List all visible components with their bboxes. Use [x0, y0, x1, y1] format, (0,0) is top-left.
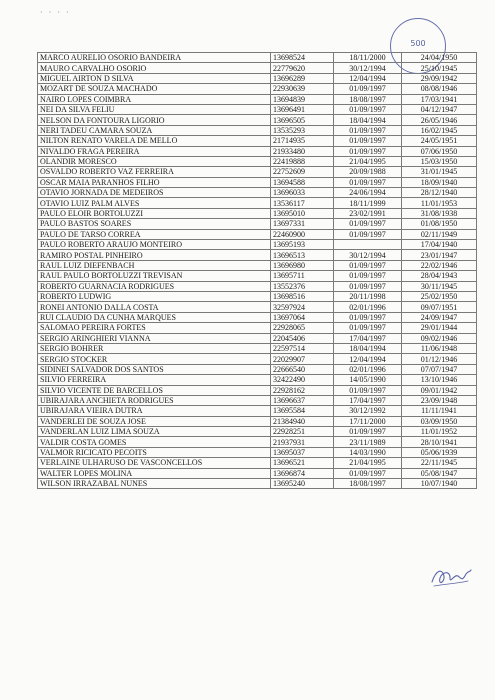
person-name: VALMOR RICICATO PECOITS — [38, 447, 271, 457]
date-admission: 01/09/1997 — [334, 271, 402, 281]
date-admission: 14/03/1990 — [334, 447, 402, 457]
person-id: 13698524 — [271, 53, 334, 63]
person-id: 13695711 — [271, 271, 334, 281]
date-admission: 01/09/1997 — [334, 177, 402, 187]
corner-marks: · · · · — [40, 8, 71, 17]
table-row — [38, 53, 477, 63]
date-birth: 29/09/1942 — [402, 73, 477, 83]
date-admission: 18/04/1994 — [334, 343, 402, 353]
person-name: VANDERLEI DE SOUZA JOSE — [38, 416, 271, 426]
person-name: OTAVIO LUIZ PALM ALVES — [38, 198, 271, 208]
person-name: NILTON RENATO VARELA DE MELLO — [38, 136, 271, 146]
date-birth: 04/12/1947 — [402, 104, 477, 114]
date-birth: 23/09/1948 — [402, 395, 477, 405]
person-id: 22930639 — [271, 84, 334, 94]
person-name: ROBERTO LUDWIG — [38, 291, 271, 301]
person-name: RAMIRO POSTAL PINHEIRO — [38, 250, 271, 260]
date-admission: 17/04/1997 — [334, 395, 402, 405]
person-name: SILVIO FERREIRA — [38, 375, 271, 385]
person-name: NIVALDO FRAGA PEREIRA — [38, 146, 271, 156]
table-row — [38, 250, 477, 260]
date-admission: 14/05/1990 — [334, 375, 402, 385]
table-row — [38, 447, 477, 457]
person-id: 13696033 — [271, 188, 334, 198]
table-row — [38, 94, 477, 104]
date-admission: 17/11/2000 — [334, 416, 402, 426]
table-row — [38, 416, 477, 426]
table-row — [38, 229, 477, 239]
table-row — [38, 354, 477, 364]
person-id: 13696637 — [271, 395, 334, 405]
date-birth: 29/01/1944 — [402, 323, 477, 333]
date-admission: 01/09/1997 — [334, 125, 402, 135]
personnel-table — [37, 52, 477, 489]
person-name: ROBERTO GUARNACIA RODRIGUES — [38, 281, 271, 291]
table-row — [38, 333, 477, 343]
person-name: OTAVIO JORNADA DE MEDEIROS — [38, 188, 271, 198]
date-admission: 01/09/1997 — [334, 104, 402, 114]
date-birth: 28/12/1940 — [402, 188, 477, 198]
person-id: 21937931 — [271, 437, 334, 447]
person-name: NERI TADEU CAMARA SOUZA — [38, 125, 271, 135]
date-birth: 11/11/1941 — [402, 406, 477, 416]
date-admission: 01/09/1997 — [334, 427, 402, 437]
person-id: 13695010 — [271, 208, 334, 218]
date-birth: 31/01/1945 — [402, 167, 477, 177]
person-id: 13696505 — [271, 115, 334, 125]
date-admission: 18/11/1999 — [334, 198, 402, 208]
handwritten-signature — [428, 562, 473, 592]
date-birth: 22/11/1945 — [402, 458, 477, 468]
date-admission: 23/11/1989 — [334, 437, 402, 447]
person-id: 13696513 — [271, 250, 334, 260]
person-id: 13552376 — [271, 281, 334, 291]
person-name: PAULO DE TARSO CORREA — [38, 229, 271, 239]
date-birth: 16/02/1945 — [402, 125, 477, 135]
table-row — [38, 167, 477, 177]
person-name: SILVIO VICENTE DE BARCELLOS — [38, 385, 271, 395]
table-row — [38, 208, 477, 218]
date-admission: 01/09/1997 — [334, 260, 402, 270]
date-birth: 24/05/1951 — [402, 136, 477, 146]
date-birth: 09/02/1946 — [402, 333, 477, 343]
person-id: 22928162 — [271, 385, 334, 395]
date-admission: 21/04/1995 — [334, 458, 402, 468]
person-name: SERGIO STOCKER — [38, 354, 271, 364]
table-row — [38, 343, 477, 353]
person-name: SERGIO ARINGHIERI VIANNA — [38, 333, 271, 343]
table-row — [38, 84, 477, 94]
date-birth: 30/11/1945 — [402, 281, 477, 291]
person-id: 22928251 — [271, 427, 334, 437]
person-id: 21933480 — [271, 146, 334, 156]
date-birth: 03/09/1950 — [402, 416, 477, 426]
date-birth: 24/04/1950 — [402, 53, 477, 63]
person-id: 21384940 — [271, 416, 334, 426]
date-birth: 05/06/1939 — [402, 447, 477, 457]
table-row — [38, 188, 477, 198]
person-name: VERLAINE ULHARUSO DE VASCONCELLOS — [38, 458, 271, 468]
person-name: SALOMAO PEREIRA FORTES — [38, 323, 271, 333]
date-birth: 25/10/1945 — [402, 63, 477, 73]
person-id: 22666540 — [271, 364, 334, 374]
person-id: 13696980 — [271, 260, 334, 270]
person-name: RUI CLAUDIO DA CUNHA MARQUES — [38, 312, 271, 322]
person-name: RONEI ANTONIO DALLA COSTA — [38, 302, 271, 312]
date-birth: 22/02/1946 — [402, 260, 477, 270]
date-admission: 01/09/1997 — [334, 281, 402, 291]
table-row — [38, 312, 477, 322]
person-id: 13694588 — [271, 177, 334, 187]
table-row — [38, 395, 477, 405]
person-id: 22928065 — [271, 323, 334, 333]
date-birth: 09/01/1942 — [402, 385, 477, 395]
date-birth: 10/07/1940 — [402, 479, 477, 489]
person-id: 13696289 — [271, 73, 334, 83]
date-admission: 01/09/1997 — [334, 136, 402, 146]
person-id: 13696521 — [271, 458, 334, 468]
date-birth: 11/01/1952 — [402, 427, 477, 437]
date-birth: 23/01/1947 — [402, 250, 477, 260]
date-birth: 11/01/1953 — [402, 198, 477, 208]
table-row — [38, 479, 477, 489]
table-row — [38, 281, 477, 291]
date-birth: 28/10/1941 — [402, 437, 477, 447]
person-id: 13696491 — [271, 104, 334, 114]
table-row — [38, 375, 477, 385]
person-id: 22597514 — [271, 343, 334, 353]
person-id: 13695584 — [271, 406, 334, 416]
date-birth: 09/07/1951 — [402, 302, 477, 312]
person-name: VANDERLAN LUIZ LIMA SOUZA — [38, 427, 271, 437]
person-name: NELSON DA FONTOURA LIGORIO — [38, 115, 271, 125]
person-name: PAULO ELOIR BORTOLUZZI — [38, 208, 271, 218]
date-admission: 02/01/1996 — [334, 302, 402, 312]
table-row — [38, 156, 477, 166]
date-birth: 31/08/1938 — [402, 208, 477, 218]
date-admission: 18/08/1997 — [334, 94, 402, 104]
table-body — [38, 53, 477, 489]
table-row — [38, 271, 477, 281]
stamp-number: 500 — [410, 39, 426, 48]
date-birth: 25/02/1950 — [402, 291, 477, 301]
person-name: MARCO AURELIO OSORIO BANDEIRA — [38, 53, 271, 63]
date-birth: 28/04/1943 — [402, 271, 477, 281]
date-birth: 07/06/1950 — [402, 146, 477, 156]
date-birth: 07/07/1947 — [402, 364, 477, 374]
date-admission: 01/09/1997 — [334, 146, 402, 156]
table-row — [38, 437, 477, 447]
date-admission: 23/02/1991 — [334, 208, 402, 218]
table-row — [38, 385, 477, 395]
person-name: UBIRAJARA VIEIRA DUTRA — [38, 406, 271, 416]
date-birth: 26/05/1946 — [402, 115, 477, 125]
personnel-table-wrap — [37, 52, 477, 489]
person-id: 13697331 — [271, 219, 334, 229]
date-birth: 24/09/1947 — [402, 312, 477, 322]
table-row — [38, 468, 477, 478]
table-row — [38, 302, 477, 312]
date-admission: 18/11/2000 — [334, 53, 402, 63]
person-id: 32597924 — [271, 302, 334, 312]
person-name: WALTER LOPES MOLINA — [38, 468, 271, 478]
date-admission: 18/08/1997 — [334, 479, 402, 489]
person-name: PAULO ROBERTO ARAUJO MONTEIRO — [38, 240, 271, 250]
person-name: WILSON IRRAZABAL NUNES — [38, 479, 271, 489]
person-name: SIDINEI SALVADOR DOS SANTOS — [38, 364, 271, 374]
table-row — [38, 406, 477, 416]
person-name: MOZART DE SOUZA MACHADO — [38, 84, 271, 94]
date-admission: 02/01/1996 — [334, 364, 402, 374]
person-name: SERGIO BOHRER — [38, 343, 271, 353]
table-row — [38, 146, 477, 156]
table-row — [38, 364, 477, 374]
person-id: 13695193 — [271, 240, 334, 250]
date-admission: 18/04/1994 — [334, 115, 402, 125]
date-birth: 08/08/1946 — [402, 84, 477, 94]
person-id: 32422490 — [271, 375, 334, 385]
person-name: NEI DA SILVA FELIU — [38, 104, 271, 114]
date-birth: 13/10/1946 — [402, 375, 477, 385]
date-birth: 01/12/1946 — [402, 354, 477, 364]
table-row — [38, 291, 477, 301]
date-admission: 01/09/1997 — [334, 468, 402, 478]
person-name: PAULO BASTOS SOARES — [38, 219, 271, 229]
table-row — [38, 63, 477, 73]
person-id: 13694839 — [271, 94, 334, 104]
date-birth: 05/08/1947 — [402, 468, 477, 478]
table-row — [38, 458, 477, 468]
person-id: 13535293 — [271, 125, 334, 135]
date-admission: 01/09/1997 — [334, 323, 402, 333]
person-id: 22779620 — [271, 63, 334, 73]
person-id: 13696874 — [271, 468, 334, 478]
person-name: UBIRAJARA ANCHIETA RODRIGUES — [38, 395, 271, 405]
person-id: 21714935 — [271, 136, 334, 146]
date-admission: 24/06/1994 — [334, 188, 402, 198]
date-birth: 01/08/1950 — [402, 219, 477, 229]
table-row — [38, 73, 477, 83]
table-row — [38, 115, 477, 125]
date-birth: 17/03/1941 — [402, 94, 477, 104]
person-id: 13697064 — [271, 312, 334, 322]
date-admission: 01/09/1997 — [334, 385, 402, 395]
date-admission: 17/04/1997 — [334, 333, 402, 343]
date-birth: 11/06/1948 — [402, 343, 477, 353]
person-id: 22460900 — [271, 229, 334, 239]
person-id: 22029907 — [271, 354, 334, 364]
date-birth: 02/11/1949 — [402, 229, 477, 239]
person-name: OSCAR MAIA PARANHOS FILHO — [38, 177, 271, 187]
person-id: 13698516 — [271, 291, 334, 301]
person-id: 13536117 — [271, 198, 334, 208]
person-name: RAUL PAULO BORTOLUZZI TREVISAN — [38, 271, 271, 281]
date-admission: 12/04/1994 — [334, 73, 402, 83]
person-name: NAIRO LOPES COIMBRA — [38, 94, 271, 104]
date-admission: 01/09/1997 — [334, 219, 402, 229]
table-row — [38, 104, 477, 114]
date-admission: 01/09/1997 — [334, 312, 402, 322]
table-row — [38, 427, 477, 437]
table-row — [38, 136, 477, 146]
date-admission: 12/04/1994 — [334, 354, 402, 364]
date-birth: 15/03/1950 — [402, 156, 477, 166]
person-id: 22419888 — [271, 156, 334, 166]
date-admission: 30/12/1994 — [334, 63, 402, 73]
person-name: RAUL LUIZ DIEFENBACH — [38, 260, 271, 270]
person-name: VALDIR COSTA GOMES — [38, 437, 271, 447]
date-admission: 30/12/1992 — [334, 406, 402, 416]
person-id: 22045406 — [271, 333, 334, 343]
table-row — [38, 260, 477, 270]
date-admission: 20/11/1998 — [334, 291, 402, 301]
person-name: MIGUEL AIRTON D SILVA — [38, 73, 271, 83]
person-id: 13695240 — [271, 479, 334, 489]
date-birth: 18/09/1940 — [402, 177, 477, 187]
date-admission — [334, 240, 402, 250]
date-admission: 01/09/1997 — [334, 229, 402, 239]
table-row — [38, 240, 477, 250]
table-row — [38, 177, 477, 187]
person-name: OLANDIR MORESCO — [38, 156, 271, 166]
date-admission: 01/09/1997 — [334, 84, 402, 94]
person-name: MAURO CARVALHO OSORIO — [38, 63, 271, 73]
date-admission: 21/04/1995 — [334, 156, 402, 166]
date-admission: 20/09/1988 — [334, 167, 402, 177]
table-row — [38, 125, 477, 135]
table-row — [38, 219, 477, 229]
date-birth: 17/04/1940 — [402, 240, 477, 250]
person-id: 22752609 — [271, 167, 334, 177]
person-id: 13695037 — [271, 447, 334, 457]
table-row — [38, 198, 477, 208]
table-row — [38, 323, 477, 333]
date-admission: 30/12/1994 — [334, 250, 402, 260]
person-name: OSVALDO ROBERTO VAZ FERREIRA — [38, 167, 271, 177]
